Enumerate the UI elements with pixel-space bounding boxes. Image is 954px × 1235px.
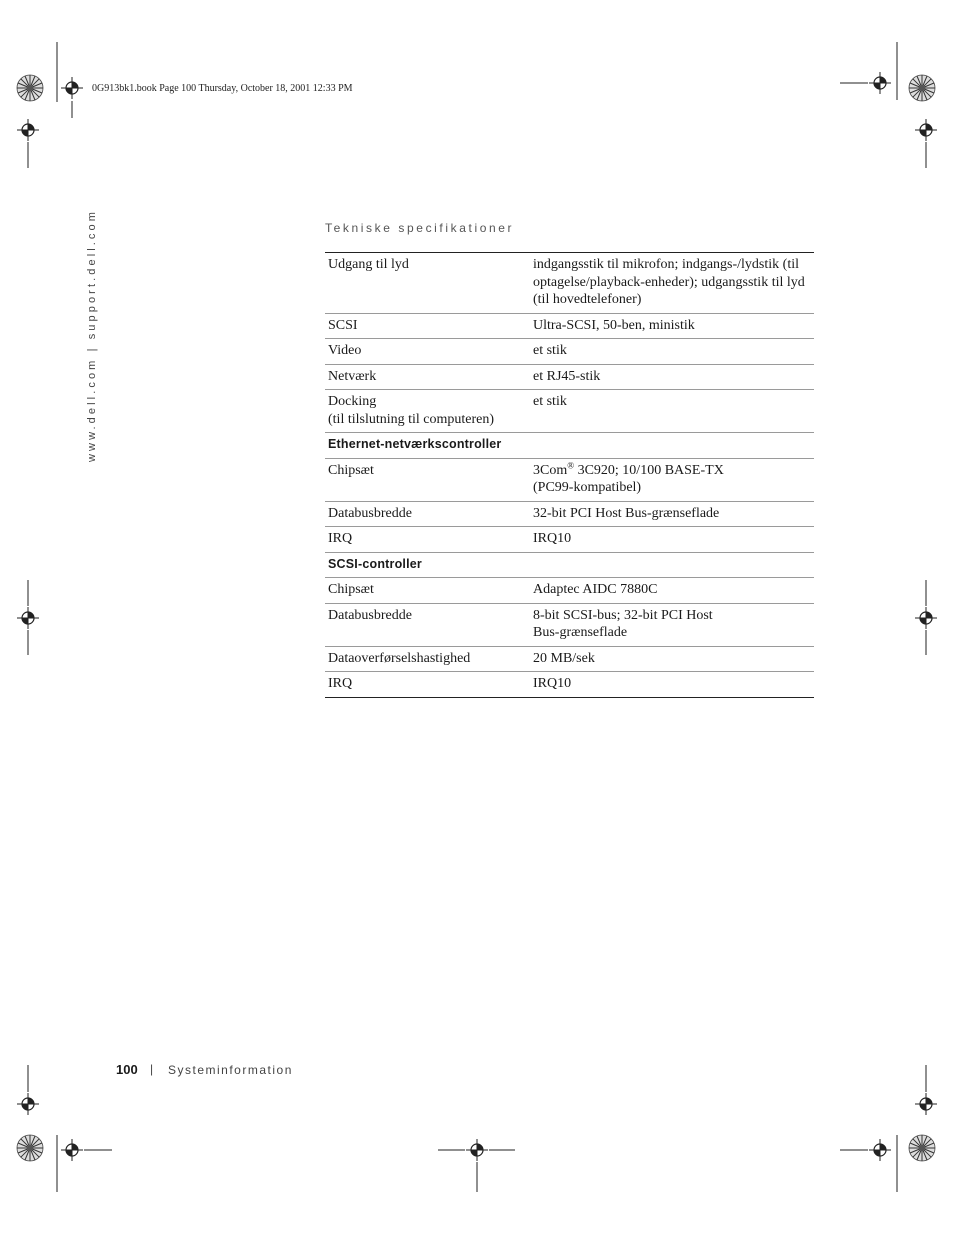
table-row: [325, 364, 814, 390]
spec-value: [533, 459, 811, 480]
section-heading-label: SCSI-controller: [325, 552, 814, 578]
footer-section-name: Systeminformation: [168, 1063, 293, 1077]
spec-value: indgangsstik til mikrofon; indgangs-/lydstik (til optagelse/playback-enheder); udgangsstik til lyd (til hovedtelefoner): [533, 257, 805, 307]
section-heading-label: Ethernet-netværkscontroller: [325, 433, 814, 459]
spec-value: 8-bit SCSI-bus; 32-bit PCI Host: [533, 607, 713, 623]
spec-label: Dataoverførselshastighed: [328, 650, 471, 666]
section-title: Tekniske specifikationer: [325, 221, 515, 235]
table-row: [325, 603, 814, 646]
spec-label-cell: [325, 603, 530, 646]
specifications-table: [325, 252, 814, 698]
spec-value-cell: [530, 339, 814, 365]
spec-label: Netværk: [328, 368, 377, 384]
spec-value: IRQ10: [533, 531, 572, 546]
spec-label-cell: [325, 364, 530, 390]
spec-label: Docking: [328, 394, 377, 409]
spec-label: IRQ: [328, 676, 353, 691]
spec-value-cell: [530, 646, 814, 672]
spec-value-line2: (PC99-kompatibel): [533, 480, 642, 495]
footer-separator: |: [150, 1062, 154, 1076]
spec-label: Udgang til lyd: [328, 257, 409, 272]
book-header-line: 0G913bk1.book Page 100 Thursday, October 18, 2001 12:33 PM: [92, 83, 353, 94]
spec-label: SCSI: [328, 317, 358, 333]
table-row: [325, 527, 814, 553]
spec-value: 20 MB/sek: [533, 650, 595, 666]
spec-value-part: 3Com: [533, 462, 568, 478]
spec-label: Video: [328, 343, 362, 358]
spec-value-cell: [530, 603, 814, 646]
spec-value-cell: [530, 364, 814, 390]
spec-label: IRQ: [328, 531, 353, 546]
registered-mark: ®: [567, 459, 575, 470]
spec-value-cell: [530, 390, 814, 433]
table-row: [325, 646, 814, 672]
spec-value-cell: [530, 501, 814, 527]
table-row: [325, 253, 814, 314]
table-row: [325, 578, 814, 604]
table-row: [325, 458, 814, 501]
spec-value-cell: [530, 313, 814, 339]
spec-label-cell: [325, 458, 530, 501]
spec-value: et stik: [533, 394, 567, 409]
spec-value: et stik: [533, 343, 567, 358]
spec-value: 32-bit PCI Host Bus-grænseflade: [533, 505, 720, 521]
spec-label-cell: [325, 313, 530, 339]
spec-label: Databusbredde: [328, 505, 412, 521]
spec-value-cell: [530, 253, 814, 314]
spec-label-cell: [325, 339, 530, 365]
spec-value: IRQ10: [533, 676, 572, 691]
spec-value: Ultra-SCSI, 50-ben, ministik: [533, 317, 695, 333]
spec-label-sub: (til tilslutning til computeren): [328, 411, 495, 427]
spec-label-cell: [325, 527, 530, 553]
spec-value-cell: [530, 527, 814, 553]
spec-value-cell: [530, 458, 814, 501]
sidebar-url: www.dell.com | support.dell.com: [86, 208, 98, 462]
page-number: 100: [116, 1062, 138, 1077]
table-row: [325, 501, 814, 527]
spec-value-cell: [530, 672, 814, 698]
spec-value: et RJ45-stik: [533, 368, 601, 384]
spec-label-cell: [325, 672, 530, 698]
table-row: [325, 339, 814, 365]
spec-value-line2: Bus-grænseflade: [533, 625, 628, 640]
spec-value-cell: [530, 578, 814, 604]
table-row: [325, 313, 814, 339]
table-row: [325, 390, 814, 433]
table-row: [325, 672, 814, 698]
spec-label-cell: [325, 501, 530, 527]
spec-label-cell: [325, 578, 530, 604]
spec-value-part: 3C920; 10/100 BASE-TX: [574, 462, 724, 478]
spec-label: Databusbredde: [328, 607, 412, 623]
spec-label: Chipsæt: [328, 462, 374, 478]
table-section-heading: [325, 552, 814, 578]
spec-label-cell: [325, 390, 530, 433]
spec-label: Chipsæt: [328, 582, 374, 597]
table-section-heading: [325, 433, 814, 459]
spec-label-cell: [325, 646, 530, 672]
spec-value: Adaptec AIDC 7880C: [533, 582, 658, 597]
spec-label-cell: [325, 253, 530, 314]
